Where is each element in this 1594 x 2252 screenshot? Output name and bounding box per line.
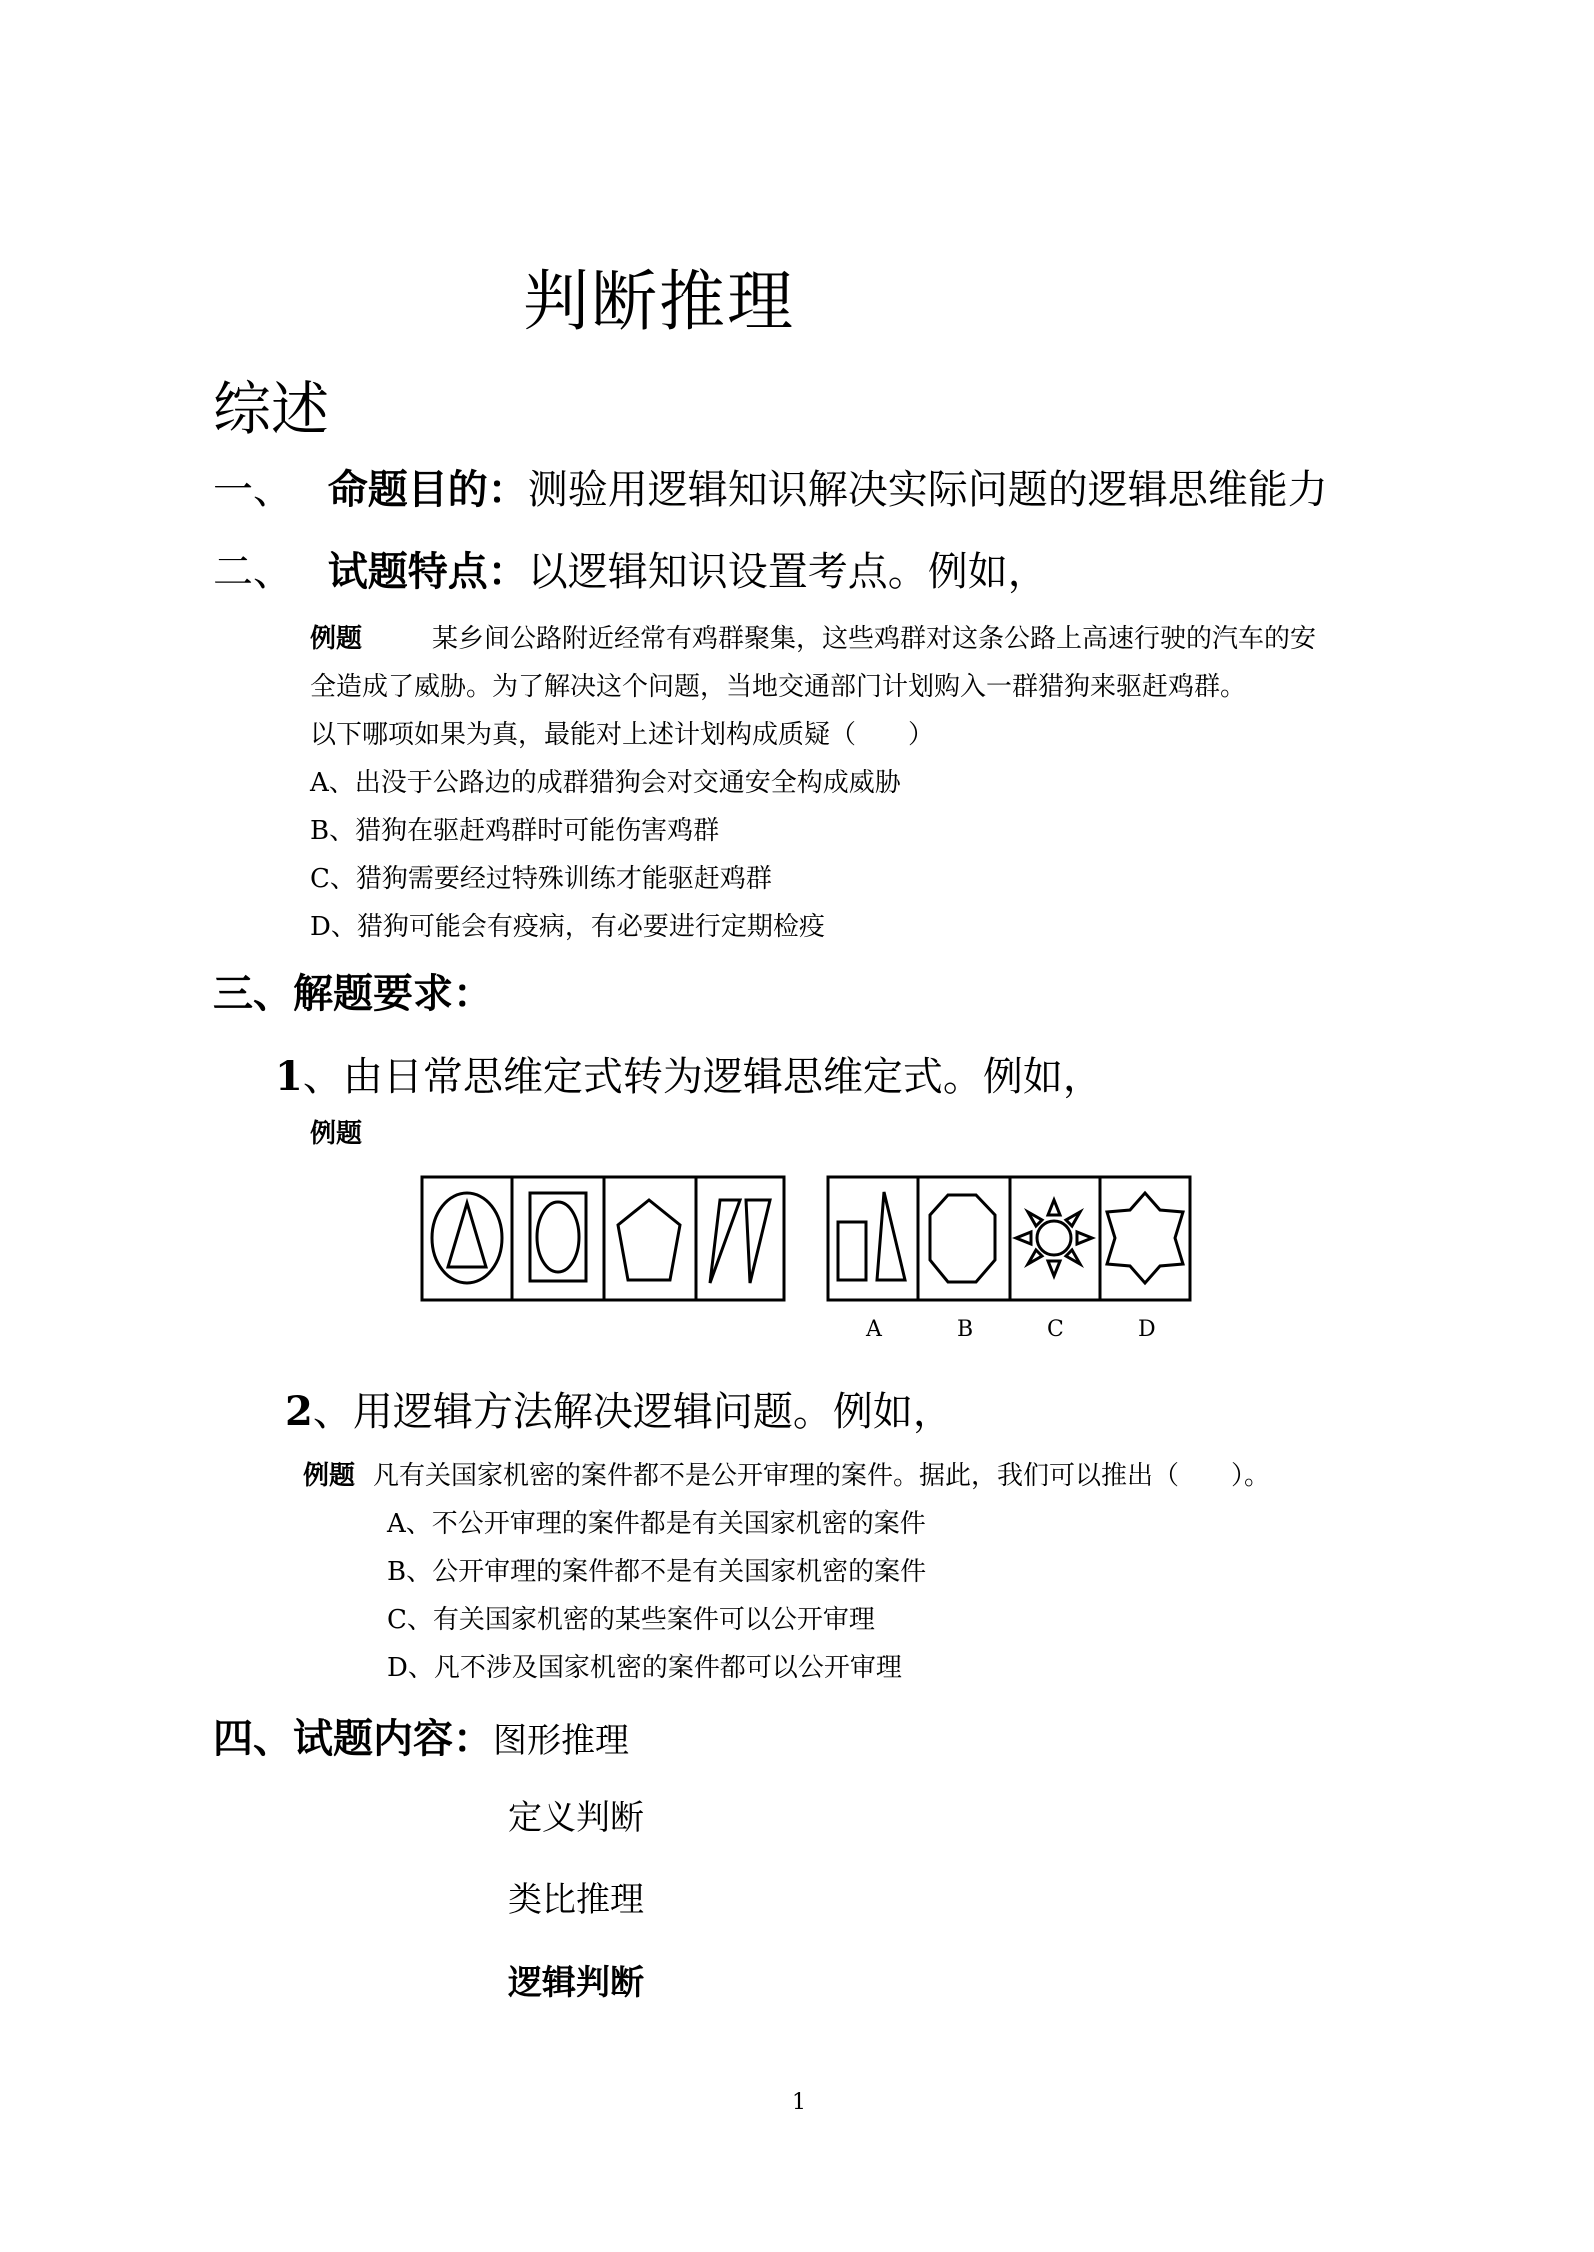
- section-1-text: 测验用逻辑知识解决实际问题的逻辑思维能力: [527, 467, 1328, 513]
- option-a-triangle: [877, 1192, 905, 1280]
- oval-shape: [537, 1202, 579, 1272]
- example-2-option-c: C、有关国家机密的某些案件可以公开审理: [387, 1605, 875, 1635]
- option-label-b: B: [957, 1317, 974, 1342]
- option-d-star: [1107, 1193, 1183, 1283]
- content-item-2: 定义判断: [508, 1798, 644, 1838]
- example-2-option-b: B、公开审理的案件都不是有关国家机密的案件: [387, 1557, 927, 1587]
- example-1-line-1: 某乡间公路附近经常有鸡群聚集，这些鸡群对这条公路上高速行驶的汽车的安: [432, 624, 1317, 654]
- option-c-ray-ne: [1066, 1212, 1080, 1226]
- triangle-shape: [448, 1203, 486, 1267]
- example-1-question: 以下哪项如果为真，最能对上述计划构成质疑（ ）: [310, 720, 935, 750]
- example-2-label: 例题: [303, 1461, 356, 1491]
- content-item-3: 类比推理: [508, 1880, 644, 1920]
- requirement-2-number: 2: [285, 1388, 313, 1435]
- option-label-c: C: [1047, 1317, 1064, 1342]
- example-1-line-2: 全造成了威胁。为了解决这个问题，当地交通部门计划购入一群猎狗来驱赶鸡群。: [310, 672, 1247, 702]
- example-1-option-c: C、猎狗需要经过特殊训练才能驱赶鸡群: [310, 864, 772, 894]
- option-c-ray-se: [1066, 1250, 1080, 1264]
- pentagon-shape: [618, 1200, 680, 1280]
- content-item-1: 图形推理: [493, 1721, 629, 1761]
- section-1-number: 一、: [213, 467, 293, 513]
- summary-heading: 综述: [213, 375, 330, 443]
- requirement-2: [285, 1380, 953, 1437]
- section-2-key: 试题特点：: [327, 549, 528, 595]
- requirement-1-example-label: 例题: [310, 1119, 363, 1149]
- option-a-rectangle: [838, 1222, 866, 1280]
- page-title: 判断推理: [523, 263, 795, 340]
- requirement-2-text: 、用逻辑方法解决逻辑问题。例如，: [312, 1389, 953, 1435]
- option-c-ray-w: [1016, 1232, 1031, 1244]
- example-2-option-d: D、凡不涉及国家机密的案件都可以公开审理: [387, 1653, 902, 1683]
- option-label-d: D: [1138, 1317, 1156, 1342]
- option-c-ray-n: [1048, 1200, 1060, 1215]
- option-c-ray-s: [1048, 1261, 1060, 1276]
- option-b-octagon: [930, 1195, 995, 1282]
- example-1-option-d: D、猎狗可能会有疫病，有必要进行定期检疫: [310, 912, 825, 942]
- section-2-number: 二、: [213, 549, 293, 595]
- example-1-option-b: B、猎狗在驱赶鸡群时可能伤害鸡群: [310, 816, 720, 846]
- triangle-right-shape: [746, 1200, 770, 1283]
- section-4: [213, 1707, 629, 1764]
- option-c-ray-e: [1077, 1232, 1092, 1244]
- example-2-option-a: A、不公开审理的案件都是有关国家机密的案件: [387, 1509, 926, 1539]
- option-c-ray-nw: [1028, 1212, 1042, 1226]
- page-number: 1: [792, 2090, 806, 2115]
- option-c-sun: [1037, 1221, 1071, 1255]
- example-1-option-a: A、出没于公路边的成群猎狗会对交通安全构成威胁: [310, 768, 901, 798]
- option-c-ray-sw: [1028, 1250, 1042, 1264]
- content-item-4: 逻辑判断: [508, 1963, 644, 2003]
- option-label-a: A: [866, 1317, 882, 1342]
- example-1-label: 例题: [310, 624, 363, 654]
- example-2-question: 凡有关国家机密的案件都不是公开审理的案件。据此，我们可以推出（ ）。: [373, 1461, 1271, 1491]
- section-2-text: 以逻辑知识设置考点。例如，: [527, 549, 1048, 595]
- requirement-1-number: 1: [275, 1053, 303, 1100]
- section-1-key: 命题目的：: [327, 467, 528, 513]
- section-3-key: 三、解题要求：: [213, 971, 493, 1017]
- section-4-key: 四、试题内容：: [213, 1716, 493, 1762]
- triangle-left-shape: [710, 1200, 740, 1283]
- example-2: [303, 1452, 1270, 1692]
- requirement-1-text: 、由日常思维定式转为逻辑思维定式。例如，: [302, 1054, 1103, 1100]
